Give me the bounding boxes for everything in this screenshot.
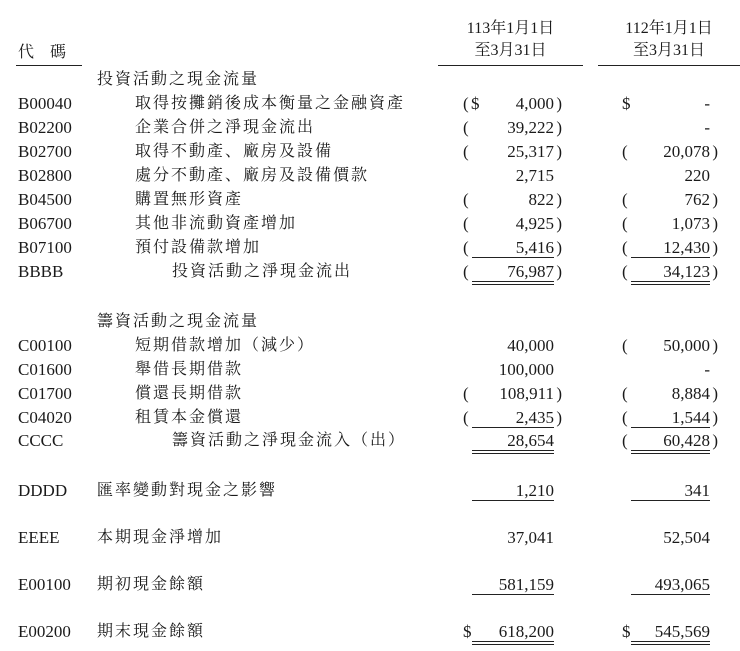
underline — [631, 641, 710, 642]
close-paren: ) — [556, 384, 562, 403]
amount: 341 — [684, 481, 710, 500]
row-label: 償還長期借款 — [135, 385, 244, 402]
close-paren: ) — [712, 238, 718, 257]
underline — [631, 281, 710, 282]
value-112 — [622, 382, 718, 406]
underline — [472, 641, 554, 642]
close-paren: ) — [556, 214, 562, 233]
row-code: C01600 — [18, 360, 72, 379]
close-paren: ) — [556, 94, 562, 113]
value-112 — [622, 140, 718, 164]
value-112 — [622, 358, 718, 382]
value-113 — [463, 526, 562, 550]
value-112 — [622, 116, 718, 140]
underline — [472, 500, 554, 501]
value-113 — [463, 116, 562, 140]
underline — [472, 257, 554, 258]
table-row — [0, 116, 740, 140]
row-label: 期末現金餘額 — [97, 623, 206, 640]
value-113 — [463, 382, 562, 406]
underline — [472, 281, 554, 282]
close-paren: ) — [556, 118, 562, 137]
open-paren: ( — [463, 94, 469, 113]
section-heading: 籌資活動之現金流量 — [97, 313, 260, 330]
row-code: B00040 — [18, 94, 72, 113]
amount: 2,715 — [515, 166, 554, 185]
table-row — [0, 310, 740, 334]
open-paren: ( — [622, 408, 628, 427]
row-code: E00200 — [18, 622, 71, 641]
row-code: B07100 — [18, 238, 72, 257]
row-code: C00100 — [18, 336, 72, 355]
underline — [472, 427, 554, 428]
amount: - — [704, 118, 710, 137]
value-113 — [463, 358, 562, 382]
value-113 — [463, 260, 562, 284]
table-row — [0, 479, 740, 503]
row-code: B06700 — [18, 214, 72, 233]
double-underline — [472, 453, 554, 454]
amount: 60,428 — [663, 431, 710, 450]
row-code: B02700 — [18, 142, 72, 161]
table-row — [0, 334, 740, 358]
row-label: 本期現金淨增加 — [97, 529, 224, 546]
table-row — [0, 382, 740, 406]
value-112 — [622, 188, 718, 212]
row-label: 其他非流動資產增加 — [135, 215, 298, 232]
col2-header-rule — [598, 65, 740, 66]
value-113 — [463, 236, 562, 260]
close-paren: ) — [556, 408, 562, 427]
amount: 108,911 — [499, 384, 554, 403]
open-paren: ( — [622, 142, 628, 161]
dollar-sign: $ — [622, 94, 631, 113]
open-paren: ( — [463, 262, 469, 281]
close-paren: ) — [712, 214, 718, 233]
underline — [631, 257, 710, 258]
amount: 545,569 — [654, 622, 710, 641]
table-row — [0, 526, 740, 550]
table-row — [0, 212, 740, 236]
amount: 220 — [684, 166, 710, 185]
amount: 618,200 — [498, 622, 554, 641]
row-code: BBBB — [18, 262, 64, 281]
value-113 — [463, 479, 562, 503]
value-112 — [622, 620, 718, 644]
close-paren: ) — [712, 142, 718, 161]
close-paren: ) — [712, 262, 718, 281]
open-paren: ( — [463, 190, 469, 209]
value-113 — [463, 573, 562, 597]
value-112 — [622, 429, 718, 453]
table-row — [0, 92, 740, 116]
dollar-sign: $ — [463, 622, 472, 641]
row-label: 短期借款增加（減少） — [135, 337, 316, 354]
table-row — [0, 406, 740, 430]
amount: - — [704, 360, 710, 379]
row-code: B02200 — [18, 118, 72, 137]
close-paren: ) — [712, 190, 718, 209]
value-112 — [622, 260, 718, 284]
value-112 — [622, 334, 718, 358]
amount: 4,925 — [515, 214, 554, 233]
value-112 — [622, 164, 718, 188]
underline — [631, 427, 710, 428]
value-112 — [622, 212, 718, 236]
row-code: C01700 — [18, 384, 72, 403]
close-paren: ) — [556, 238, 562, 257]
amount: 1,073 — [671, 214, 710, 233]
underline — [472, 594, 554, 595]
amount: 5,416 — [515, 238, 554, 257]
row-label: 投資活動之淨現金流出 — [172, 263, 353, 280]
amount: 12,430 — [663, 238, 710, 257]
open-paren: ( — [622, 262, 628, 281]
table-row — [0, 429, 740, 453]
value-113 — [463, 406, 562, 430]
close-paren: ) — [712, 431, 718, 450]
value-112 — [622, 479, 718, 503]
open-paren: ( — [463, 142, 469, 161]
close-paren: ) — [712, 408, 718, 427]
row-code: CCCC — [18, 431, 64, 450]
table-row — [0, 68, 740, 92]
value-113 — [463, 164, 562, 188]
value-112 — [622, 406, 718, 430]
open-paren: ( — [463, 214, 469, 233]
col2-header-line1: 112年1月1日 — [625, 20, 713, 37]
value-113 — [463, 620, 562, 644]
amount: 40,000 — [507, 336, 554, 355]
open-paren: ( — [622, 190, 628, 209]
amount: 2,435 — [515, 408, 554, 427]
row-label: 取得不動產、廠房及設備 — [135, 143, 334, 160]
table-row — [0, 140, 740, 164]
close-paren: ) — [712, 336, 718, 355]
table-row — [0, 573, 740, 597]
value-112 — [622, 236, 718, 260]
open-paren: ( — [463, 118, 469, 137]
row-label: 匯率變動對現金之影響 — [97, 482, 278, 499]
open-paren: ( — [463, 238, 469, 257]
underline — [631, 450, 710, 451]
amount: 8,884 — [671, 384, 710, 403]
amount: 28,654 — [507, 431, 554, 450]
close-paren: ) — [556, 262, 562, 281]
value-113 — [463, 334, 562, 358]
row-label: 舉借長期借款 — [135, 361, 244, 378]
value-112 — [622, 573, 718, 597]
row-label: 期初現金餘額 — [97, 576, 206, 593]
amount: 52,504 — [663, 528, 710, 547]
code-column-header: 代 碼 — [18, 44, 67, 61]
double-underline — [631, 284, 710, 285]
col1-header — [438, 18, 583, 62]
amount: 822 — [528, 190, 554, 209]
open-paren: ( — [622, 431, 628, 450]
amount: 1,210 — [515, 481, 554, 500]
amount: 50,000 — [663, 336, 710, 355]
row-label: 企業合併之淨現金流出 — [135, 119, 316, 136]
value-112 — [622, 526, 718, 550]
section-heading: 投資活動之現金流量 — [97, 71, 260, 88]
col2-header-line2: 至3月31日 — [632, 42, 705, 59]
dollar-sign: $ — [471, 94, 480, 113]
amount: 762 — [684, 190, 710, 209]
dollar-sign: $ — [622, 622, 631, 641]
row-label: 購置無形資產 — [135, 191, 244, 208]
underline — [472, 450, 554, 451]
amount: 76,987 — [507, 262, 554, 281]
col1-header-line1: 113年1月1日 — [466, 20, 555, 37]
row-code: C04020 — [18, 408, 72, 427]
double-underline — [472, 284, 554, 285]
row-label: 處分不動產、廠房及設備價款 — [135, 167, 370, 184]
table-row — [0, 236, 740, 260]
close-paren: ) — [556, 142, 562, 161]
open-paren: ( — [622, 336, 628, 355]
table-row — [0, 188, 740, 212]
row-code: E00100 — [18, 575, 71, 594]
row-code: DDDD — [18, 481, 68, 500]
col1-header-line2: 至3月31日 — [474, 42, 547, 59]
double-underline — [631, 644, 710, 645]
row-label: 取得按攤銷後成本衡量之金融資產 — [135, 95, 406, 112]
table-row — [0, 164, 740, 188]
open-paren: ( — [622, 238, 628, 257]
amount: 37,041 — [507, 528, 554, 547]
row-code: B02800 — [18, 166, 72, 185]
row-label: 預付設備款增加 — [135, 239, 262, 256]
value-113 — [463, 140, 562, 164]
value-113 — [463, 429, 562, 453]
row-label: 租賃本金償還 — [135, 409, 244, 426]
table-row — [0, 260, 740, 284]
row-code: B04500 — [18, 190, 72, 209]
amount: 25,317 — [507, 142, 554, 161]
value-112 — [622, 92, 718, 116]
amount: 39,222 — [507, 118, 554, 137]
amount: 1,544 — [671, 408, 710, 427]
col2-header — [598, 18, 740, 62]
value-113 — [463, 212, 562, 236]
code-header-rule — [16, 65, 82, 66]
double-underline — [631, 453, 710, 454]
amount: - — [704, 94, 710, 113]
col1-header-rule — [438, 65, 583, 66]
underline — [631, 594, 710, 595]
open-paren: ( — [622, 384, 628, 403]
row-label: 籌資活動之淨現金流入（出） — [172, 432, 407, 449]
table-row — [0, 620, 740, 644]
amount: 493,065 — [654, 575, 710, 594]
value-113 — [463, 92, 562, 116]
amount: 100,000 — [498, 360, 554, 379]
amount: 34,123 — [663, 262, 710, 281]
amount: 20,078 — [663, 142, 710, 161]
close-paren: ) — [712, 384, 718, 403]
amount: 4,000 — [515, 94, 554, 113]
open-paren: ( — [463, 384, 469, 403]
underline — [631, 500, 710, 501]
table-row — [0, 358, 740, 382]
open-paren: ( — [622, 214, 628, 233]
row-code: EEEE — [18, 528, 60, 547]
value-113 — [463, 188, 562, 212]
amount: 581,159 — [498, 575, 554, 594]
close-paren: ) — [556, 190, 562, 209]
open-paren: ( — [463, 408, 469, 427]
double-underline — [472, 644, 554, 645]
